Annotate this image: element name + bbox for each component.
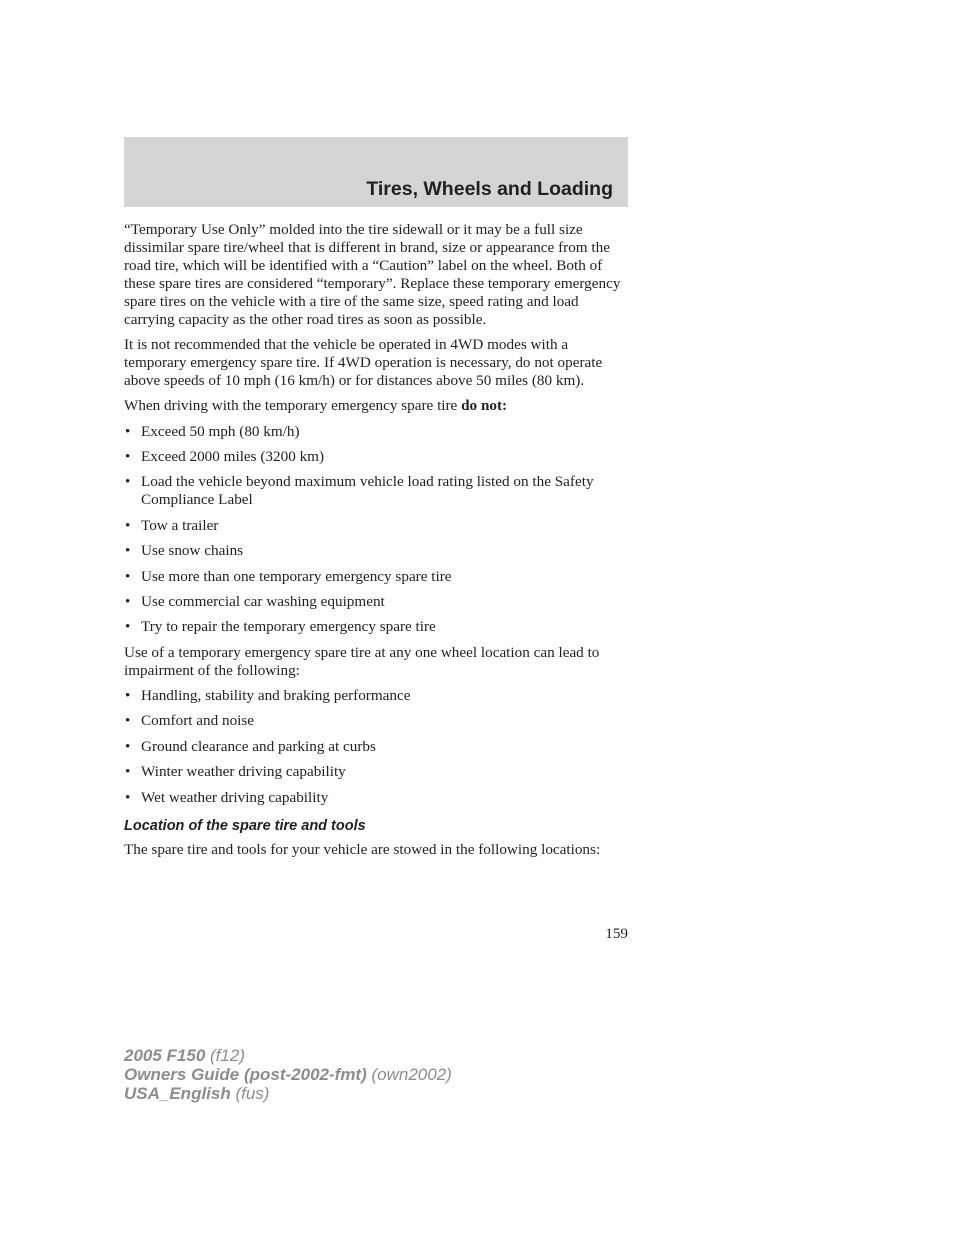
list-item [124, 593, 630, 611]
list-item-text: Load the vehicle beyond maximum vehicle load rating listed on the Safety Compliance Label [141, 473, 594, 509]
paragraph: “Temporary Use Only” molded into the tire sidewall or it may be a full size dissimilar spare tire/wheel that is different in brand, size or appearance from the road tire, which will be identified with a “Caution” label on the wheel. Both of these spare tires are considered “temporary”. Replace these temporary emergency spare tires on the vehicle with a tire of the same size, speed rating and load carrying capacity as the other road tires as soon as possible. [124, 221, 621, 328]
paragraph: It is not recommended that the vehicle be operated in 4WD modes with a temporary emergency spare tire. If 4WD operation is necessary, do not operate above speeds of 10 mph (16 km/h) or for distances above 50 miles (80 km). [124, 335, 603, 389]
document-footer [124, 1046, 452, 1103]
list-item [124, 712, 630, 730]
list-item [124, 423, 630, 441]
bullet-icon: • [125, 737, 131, 755]
bullet-icon: • [125, 618, 131, 636]
footer-model: 2005 F150 [124, 1046, 206, 1065]
section-title: Tires, Wheels and Loading [366, 178, 613, 200]
list-item [124, 789, 630, 807]
list-item [124, 687, 630, 705]
list-item-text: Comfort and noise [141, 712, 255, 730]
footer-line [124, 1084, 452, 1103]
bullet-icon: • [125, 473, 131, 491]
footer-language: USA_English [124, 1084, 231, 1103]
footer-guide-code: (own2002) [366, 1065, 452, 1084]
list-item-text: Exceed 2000 miles (3200 km) [141, 447, 325, 465]
do-not-emphasis: do not: [461, 397, 508, 415]
list-item-text: Wet weather driving capability [141, 788, 329, 806]
list-item [124, 738, 630, 756]
paragraph-text: When driving with the temporary emergency spare tire [124, 397, 462, 415]
list-item [124, 473, 630, 509]
paragraph [124, 397, 630, 415]
subsection-heading: Location of the spare tire and tools [124, 817, 366, 834]
footer-language-code: (fus) [230, 1084, 270, 1103]
list-item-text: Use snow chains [141, 542, 244, 560]
bullet-icon: • [125, 763, 131, 781]
list-item [124, 448, 630, 466]
footer-model-code: (f12) [205, 1046, 245, 1065]
list-item [124, 517, 630, 535]
bullet-icon: • [125, 542, 131, 560]
list-item [124, 568, 630, 586]
list-item-text: Handling, stability and braking performance [141, 687, 411, 705]
list-item-text: Use more than one temporary emergency spare tire [141, 567, 452, 585]
list-item-text: Tow a trailer [141, 516, 219, 534]
footer-line [124, 1046, 452, 1065]
bullet-icon: • [125, 516, 131, 534]
list-item-text: Exceed 50 mph (80 km/h) [141, 422, 300, 440]
section-header [124, 137, 628, 207]
list-item-text: Winter weather driving capability [141, 763, 346, 781]
footer-guide: Owners Guide (post-2002-fmt) [124, 1065, 367, 1084]
paragraph: Use of a temporary emergency spare tire at any one wheel location can lead to impairment of the following: [124, 643, 600, 679]
list-item-text: Use commercial car washing equipment [141, 592, 385, 610]
list-item-text: Try to repair the temporary emergency spare tire [141, 618, 436, 636]
impairment-list [124, 687, 630, 807]
bullet-icon: • [125, 447, 131, 465]
bullet-icon: • [125, 592, 131, 610]
paragraph: The spare tire and tools for your vehicle are stowed in the following locations: [124, 841, 601, 859]
bullet-icon: • [125, 687, 131, 705]
list-item [124, 618, 630, 636]
bullet-icon: • [125, 422, 131, 440]
page-number: 159 [605, 925, 628, 942]
list-item [124, 542, 630, 560]
list-item [124, 763, 630, 781]
footer-line [124, 1065, 452, 1084]
page-content [124, 221, 630, 867]
bullet-icon: • [125, 788, 131, 806]
bullet-icon: • [125, 567, 131, 585]
bullet-icon: • [125, 712, 131, 730]
do-not-list [124, 423, 630, 637]
list-item-text: Ground clearance and parking at curbs [141, 737, 376, 755]
